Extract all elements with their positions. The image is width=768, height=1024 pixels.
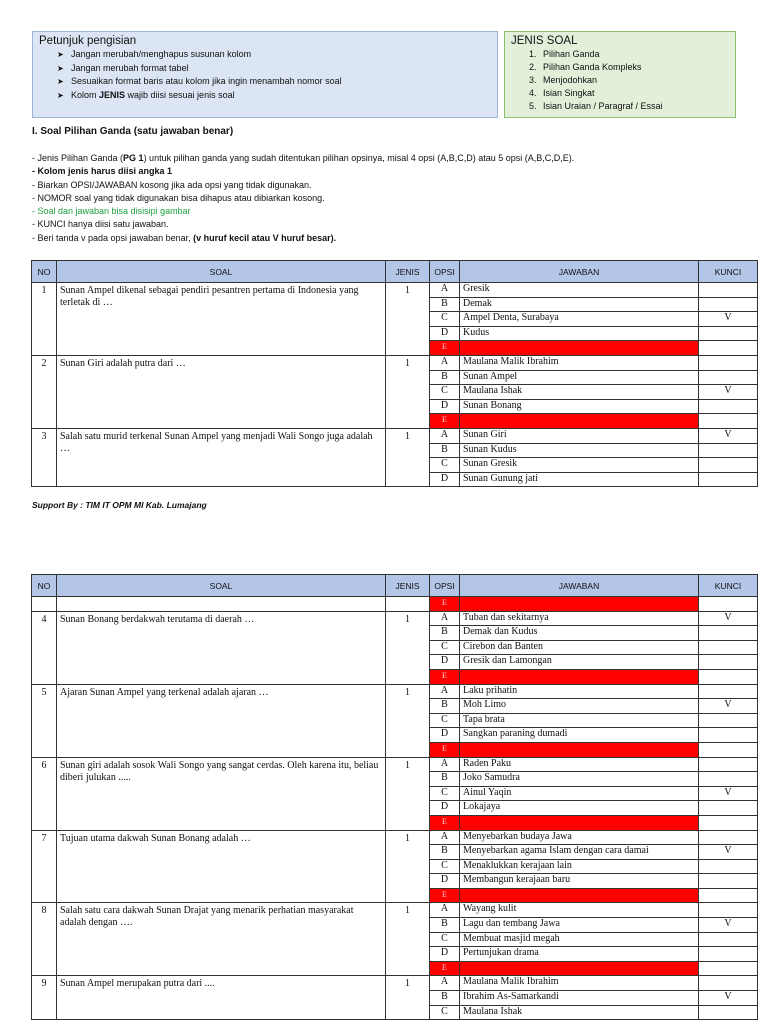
- question-number: 7: [32, 830, 57, 903]
- header-jenis: JENIS: [386, 261, 430, 283]
- question-type[interactable]: 1: [386, 830, 430, 903]
- header-kunci: KUNCI: [699, 261, 758, 283]
- answer-key[interactable]: [699, 859, 758, 874]
- instruction-item: ➤ Jangan merubah/menghapus susunan kolom: [57, 48, 491, 62]
- instruction-item: ➤ Sesuaikan format baris atau kolom jika ingin menambah nomor soal: [57, 75, 491, 89]
- option-row: [32, 903, 758, 918]
- option-row: [32, 283, 758, 298]
- answer-key[interactable]: [699, 932, 758, 947]
- question-text[interactable]: Sunan Bonang berdakwah terutama di daerah …: [57, 611, 386, 684]
- question-number: 3: [32, 428, 57, 486]
- question-type[interactable]: 1: [386, 903, 430, 976]
- option-answer[interactable]: [460, 888, 699, 903]
- option-answer[interactable]: Sunan Ampel: [460, 370, 699, 385]
- table-header-row: [32, 261, 758, 283]
- question-text[interactable]: Tujuan utama dakwah Sunan Bonang adalah …: [57, 830, 386, 903]
- answer-key[interactable]: V: [699, 991, 758, 1006]
- no-cell: [32, 597, 57, 612]
- option-letter: D: [430, 947, 460, 962]
- option-answer[interactable]: Raden Paku: [460, 757, 699, 772]
- opsi-cell: E: [430, 597, 460, 612]
- note-line: - Biarkan OPSI/JAWABAN kosong jika ada opsi yang tidak digunakan.: [32, 179, 312, 190]
- arrow-bullet-icon: ➤: [57, 77, 64, 86]
- answer-key[interactable]: [699, 815, 758, 830]
- option-letter: C: [430, 458, 460, 473]
- header-opsi: OPSI: [430, 261, 460, 283]
- answer-key[interactable]: [699, 297, 758, 312]
- question-number: 9: [32, 976, 57, 1020]
- option-letter: A: [430, 684, 460, 699]
- answer-key[interactable]: [699, 888, 758, 903]
- option-letter: D: [430, 472, 460, 487]
- answer-key[interactable]: [699, 414, 758, 429]
- option-answer[interactable]: [460, 341, 699, 356]
- answer-key[interactable]: V: [699, 699, 758, 714]
- option-letter: D: [430, 399, 460, 414]
- option-answer[interactable]: Sunan Gunung jati: [460, 472, 699, 487]
- option-letter: C: [430, 713, 460, 728]
- option-letter: B: [430, 297, 460, 312]
- note-line: - Jenis Pilihan Ganda (PG 1) untuk pilihan ganda yang sudah ditentukan pilihan opsinya, misal 4 opsi (A,B,C,D) atau 5 opsi (A,B,C,D,E).: [32, 153, 575, 163]
- question-number: 5: [32, 684, 57, 757]
- option-letter: E: [430, 341, 460, 356]
- option-letter: A: [430, 976, 460, 991]
- header-jawaban: JAWABAN: [460, 261, 699, 283]
- option-answer[interactable]: Joko Samudra: [460, 772, 699, 787]
- answer-key[interactable]: V: [699, 918, 758, 933]
- option-answer[interactable]: Menaklukkan kerajaan lain: [460, 859, 699, 874]
- option-letter: D: [430, 728, 460, 743]
- option-answer[interactable]: Cirebon dan Banten: [460, 640, 699, 655]
- answer-key[interactable]: [699, 472, 758, 487]
- option-letter: E: [430, 414, 460, 429]
- instructions-title: Petunjuk pengisian: [39, 35, 137, 47]
- option-letter: B: [430, 699, 460, 714]
- option-answer[interactable]: Laku prihatin: [460, 684, 699, 699]
- answer-key[interactable]: V: [699, 611, 758, 626]
- jenis-soal-item: 4. Isian Singkat: [529, 88, 595, 98]
- arrow-bullet-icon: ➤: [57, 90, 64, 100]
- question-type[interactable]: 1: [386, 976, 430, 1020]
- answer-key[interactable]: [699, 728, 758, 743]
- question-text[interactable]: Sunan giri adalah sosok Wali Songo yang sangat cerdas. Oleh karena itu, beliau diberi julukan .....: [57, 757, 386, 830]
- jawaban-cell[interactable]: [460, 597, 699, 612]
- header-jawaban: JAWABAN: [460, 575, 699, 597]
- header-no: NO: [32, 261, 57, 283]
- header-soal: SOAL: [57, 575, 386, 597]
- answer-key[interactable]: [699, 640, 758, 655]
- option-letter: A: [430, 830, 460, 845]
- option-answer[interactable]: Sunan Giri: [460, 428, 699, 443]
- jenis-soal-item: 5. Isian Uraian / Paragraf / Essai: [529, 101, 663, 111]
- option-answer[interactable]: Gresik: [460, 283, 699, 298]
- option-answer[interactable]: Maulana Malik Ibrahim: [460, 976, 699, 991]
- header-kunci: KUNCI: [699, 575, 758, 597]
- note-line: - KUNCI hanya diisi satu jawaban.: [32, 219, 169, 230]
- option-answer[interactable]: Tapa brata: [460, 713, 699, 728]
- note-line: - Kolom jenis harus diisi angka 1: [32, 166, 173, 177]
- answer-key[interactable]: [699, 443, 758, 458]
- option-letter: D: [430, 326, 460, 341]
- option-answer[interactable]: Membuat masjid megah: [460, 932, 699, 947]
- option-letter: B: [430, 443, 460, 458]
- option-answer[interactable]: Kudus: [460, 326, 699, 341]
- question-number: 8: [32, 903, 57, 976]
- table-header-row: [32, 575, 758, 597]
- answer-key[interactable]: [699, 903, 758, 918]
- answer-key[interactable]: V: [699, 385, 758, 400]
- answer-key[interactable]: [699, 669, 758, 684]
- option-letter: E: [430, 815, 460, 830]
- answer-key[interactable]: [699, 713, 758, 728]
- option-letter: B: [430, 370, 460, 385]
- instructions-box: [32, 31, 498, 118]
- arrow-bullet-icon: ➤: [57, 63, 64, 73]
- option-letter: C: [430, 312, 460, 327]
- option-row: [32, 428, 758, 443]
- option-letter: A: [430, 903, 460, 918]
- option-answer[interactable]: Menyebarkan agama Islam dengan cara damai: [460, 845, 699, 860]
- question-number: 2: [32, 355, 57, 428]
- option-answer[interactable]: Demak: [460, 297, 699, 312]
- option-letter: A: [430, 355, 460, 370]
- question-table-2: [31, 574, 758, 1020]
- option-answer[interactable]: [460, 414, 699, 429]
- answer-key[interactable]: V: [699, 845, 758, 860]
- arrow-bullet-icon: ➤: [57, 50, 64, 59]
- option-letter: B: [430, 991, 460, 1006]
- answer-key[interactable]: [699, 772, 758, 787]
- option-answer[interactable]: Ibrahim As-Samarkandi: [460, 991, 699, 1006]
- option-letter: A: [430, 283, 460, 298]
- answer-key[interactable]: [699, 399, 758, 414]
- option-letter: D: [430, 801, 460, 816]
- option-letter: E: [430, 961, 460, 976]
- option-row: [32, 830, 758, 845]
- option-letter: E: [430, 669, 460, 684]
- header-jenis: JENIS: [386, 575, 430, 597]
- option-letter: C: [430, 640, 460, 655]
- option-letter: C: [430, 786, 460, 801]
- option-answer[interactable]: Demak dan Kudus: [460, 626, 699, 641]
- question-number: 4: [32, 611, 57, 684]
- option-answer[interactable]: Sunan Kudus: [460, 443, 699, 458]
- option-answer[interactable]: Moh Limo: [460, 699, 699, 714]
- option-answer[interactable]: Maulana Ishak: [460, 1005, 699, 1020]
- jenis-soal-box: [504, 31, 736, 118]
- question-text[interactable]: Sunan Giri adalah putra dari …: [57, 355, 386, 428]
- question-text[interactable]: Sunan Ampel merupakan putra dari ....: [57, 976, 386, 1020]
- answer-key[interactable]: V: [699, 786, 758, 801]
- answer-key[interactable]: [699, 326, 758, 341]
- option-answer[interactable]: Sunan Gresik: [460, 458, 699, 473]
- option-answer[interactable]: Lokajaya: [460, 801, 699, 816]
- option-letter: E: [430, 742, 460, 757]
- section-title: I. Soal Pilihan Ganda (satu jawaban benar): [32, 126, 234, 137]
- question-number: 1: [32, 283, 57, 356]
- option-letter: A: [430, 611, 460, 626]
- answer-key[interactable]: [699, 355, 758, 370]
- note-line: - Soal dan jawaban bisa disisipi gambar: [32, 206, 191, 217]
- option-row: [32, 757, 758, 772]
- answer-key[interactable]: [699, 830, 758, 845]
- answer-key[interactable]: [699, 1005, 758, 1020]
- option-letter: E: [430, 888, 460, 903]
- answer-key[interactable]: [699, 458, 758, 473]
- answer-key[interactable]: [699, 742, 758, 757]
- option-answer[interactable]: [460, 961, 699, 976]
- option-answer[interactable]: Maulana Malik Ibrahim: [460, 355, 699, 370]
- option-letter: A: [430, 428, 460, 443]
- option-answer[interactable]: Pertunjukan drama: [460, 947, 699, 962]
- answer-key[interactable]: [699, 947, 758, 962]
- option-letter: D: [430, 655, 460, 670]
- kunci-cell[interactable]: [699, 597, 758, 612]
- option-answer[interactable]: Sangkan paraning dumadi: [460, 728, 699, 743]
- option-answer[interactable]: Ainul Yaqin: [460, 786, 699, 801]
- option-answer[interactable]: Lagu dan tembang Jawa: [460, 918, 699, 933]
- question-type[interactable]: 1: [386, 428, 430, 486]
- jenis-soal-list: [529, 48, 729, 113]
- option-letter: B: [430, 772, 460, 787]
- instruction-item: ➤ Kolom JENIS wajib diisi sesuai jenis soal: [57, 89, 491, 103]
- note-line: - Beri tanda v pada opsi jawaban benar, (v huruf kecil atau V huruf besar).: [32, 232, 337, 243]
- jenis-soal-item: 1. Pilihan Ganda: [529, 49, 600, 59]
- answer-key[interactable]: [699, 757, 758, 772]
- option-answer[interactable]: [460, 815, 699, 830]
- option-letter: B: [430, 626, 460, 641]
- soal-cell[interactable]: [57, 597, 386, 612]
- option-answer[interactable]: Wayang kulit: [460, 903, 699, 918]
- answer-key[interactable]: [699, 626, 758, 641]
- option-answer[interactable]: Gresik dan Lamongan: [460, 655, 699, 670]
- header-opsi: OPSI: [430, 575, 460, 597]
- table-body: [32, 597, 758, 1020]
- question-type[interactable]: 1: [386, 355, 430, 428]
- answer-key[interactable]: [699, 655, 758, 670]
- option-letter: C: [430, 932, 460, 947]
- jenis-soal-item: 2. Pilihan Ganda Kompleks: [529, 62, 642, 72]
- question-type[interactable]: 1: [386, 757, 430, 830]
- option-answer[interactable]: Menyebarkan budaya Jawa: [460, 830, 699, 845]
- option-answer[interactable]: Tuban dan sekitarnya: [460, 611, 699, 626]
- option-answer[interactable]: Maulana Ishak: [460, 385, 699, 400]
- answer-key[interactable]: [699, 976, 758, 991]
- question-type[interactable]: 1: [386, 283, 430, 356]
- answer-key[interactable]: [699, 874, 758, 889]
- option-letter: C: [430, 1005, 460, 1020]
- question-text[interactable]: Sunan Ampel dikenal sebagai pendiri pesantren pertama di Indonesia yang terletak di …: [57, 283, 386, 356]
- option-row: [32, 355, 758, 370]
- notes: [32, 152, 732, 245]
- answer-key[interactable]: [699, 370, 758, 385]
- question-text[interactable]: Ajaran Sunan Ampel yang terkenal adalah ajaran …: [57, 684, 386, 757]
- answer-key[interactable]: V: [699, 312, 758, 327]
- header-soal: SOAL: [57, 261, 386, 283]
- answer-key[interactable]: [699, 341, 758, 356]
- option-letter: A: [430, 757, 460, 772]
- jenis-cell[interactable]: [386, 597, 430, 612]
- option-letter: C: [430, 859, 460, 874]
- table-body: [32, 283, 758, 487]
- option-answer[interactable]: [460, 742, 699, 757]
- question-text[interactable]: Salah satu cara dakwah Sunan Drajat yang menarik perhatian masyarakat adalah dengan ….: [57, 903, 386, 976]
- option-answer[interactable]: Ampel Denta, Surabaya: [460, 312, 699, 327]
- question-type[interactable]: 1: [386, 684, 430, 757]
- answer-key[interactable]: [699, 961, 758, 976]
- question-text[interactable]: Salah satu murid terkenal Sunan Ampel yang menjadi Wali Songo juga adalah …: [57, 428, 386, 486]
- answer-key[interactable]: [699, 283, 758, 298]
- question-number: 6: [32, 757, 57, 830]
- support-credit: Support By : TIM IT OPM MI Kab. Lumajang: [32, 500, 207, 510]
- note-line: - NOMOR soal yang tidak digunakan bisa dihapus atau dibiarkan kosong.: [32, 192, 325, 203]
- option-answer[interactable]: Membangun kerajaan baru: [460, 874, 699, 889]
- header-no: NO: [32, 575, 57, 597]
- option-row: [32, 684, 758, 699]
- option-letter: B: [430, 845, 460, 860]
- answer-key[interactable]: V: [699, 428, 758, 443]
- option-letter: B: [430, 918, 460, 933]
- answer-key[interactable]: [699, 801, 758, 816]
- question-type[interactable]: 1: [386, 611, 430, 684]
- option-answer[interactable]: Sunan Bonang: [460, 399, 699, 414]
- instructions-list: [57, 48, 491, 102]
- instruction-item: ➤ Jangan merubah format tabel: [57, 62, 491, 76]
- jenis-soal-item: 3. Menjodohkan: [529, 75, 598, 85]
- option-letter: C: [430, 385, 460, 400]
- option-row: [32, 611, 758, 626]
- option-row-e: [32, 597, 758, 612]
- jenis-soal-title: JENIS SOAL: [511, 35, 578, 47]
- option-answer[interactable]: [460, 669, 699, 684]
- question-table-1: [31, 260, 758, 487]
- answer-key[interactable]: [699, 684, 758, 699]
- option-row: [32, 976, 758, 991]
- option-letter: D: [430, 874, 460, 889]
